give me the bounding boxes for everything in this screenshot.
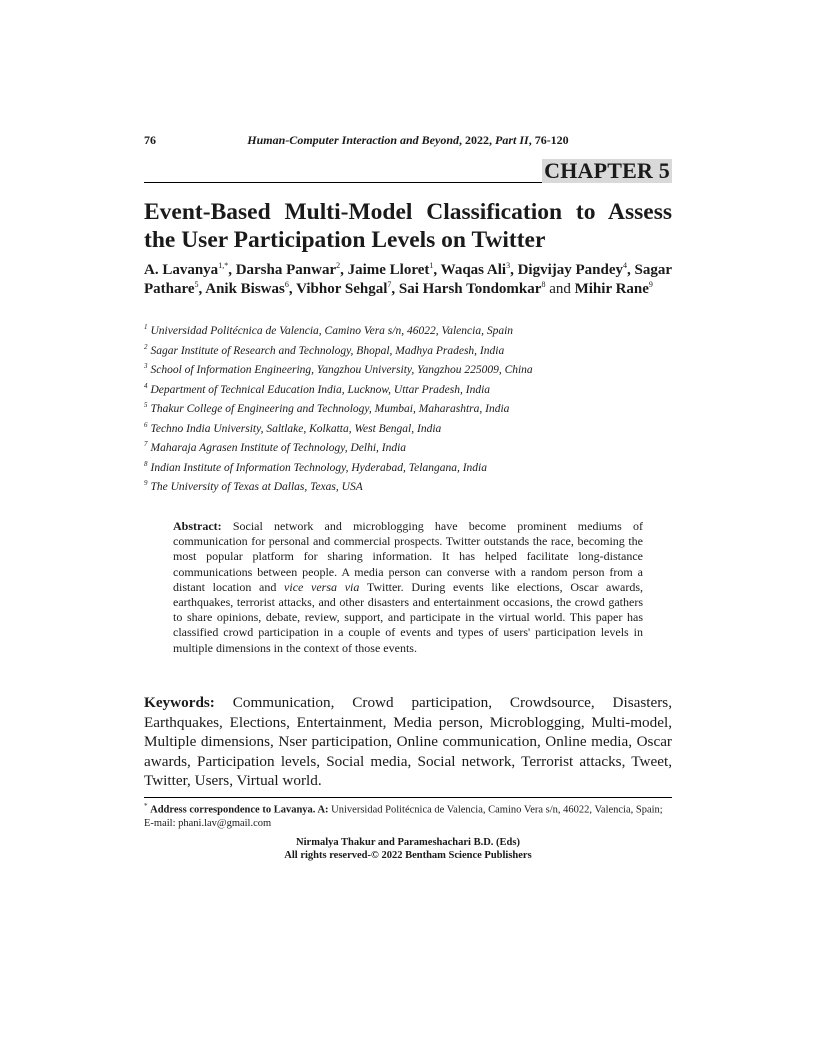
affiliation-item xyxy=(144,320,672,340)
author xyxy=(399,281,549,297)
keywords-text: Communication, Crowd participation, Crowdsource, Disasters, Earthquakes, Elections, Entertainment, Media person, Microblogging, Multi-model, Multiple dimensions, Nser participation, Online communication, Online media, Oscar awards, Participation levels, Social media, Social network, Terrorist attacks, Tweet, Twitter, Users, Virtual world. xyxy=(144,694,672,789)
author xyxy=(236,262,348,278)
abstract-label: Abstract: xyxy=(173,519,222,533)
affiliation-number: 5 xyxy=(144,401,148,409)
rights-line: All rights reserved-© 2022 Bentham Science Publishers xyxy=(284,850,532,861)
affiliation-list xyxy=(144,320,672,496)
page-number: 76 xyxy=(144,133,156,147)
affiliation-item xyxy=(144,379,672,399)
author-name: Vibhor Sehgal xyxy=(296,281,388,297)
author-affiliation-marker: 7 xyxy=(387,280,392,289)
affiliation-text: Department of Technical Education India, Lucknow, Uttar Pradesh, India xyxy=(150,383,491,396)
footnote xyxy=(144,800,672,831)
affiliation-text: Sagar Institute of Research and Technology, Bhopal, Madhya Pradesh, India xyxy=(150,344,505,357)
author xyxy=(518,262,635,278)
author xyxy=(144,262,236,278)
affiliation-item xyxy=(144,398,672,418)
author-affiliation-marker: 2 xyxy=(336,261,341,270)
affiliation-item xyxy=(144,418,672,438)
affiliation-number: 3 xyxy=(144,362,148,370)
abstract-text: Social network and microblogging have become prominent mediums of communication for personal and commercial prospects. Twitter outstands the race, becoming the most popular platform for sharing information. It has helped facilitate long-distance communications between people. A media person can converse with a random person from a distant location and xyxy=(173,519,643,594)
footnote-rule xyxy=(144,797,672,798)
chapter-rule xyxy=(144,158,672,183)
author-name: Darsha Panwar xyxy=(235,262,337,278)
abstract-italic: vice versa via xyxy=(284,579,360,594)
running-head xyxy=(144,133,672,148)
affiliation-number: 6 xyxy=(144,420,148,429)
author-name: A. Lavanya xyxy=(144,262,219,278)
affiliation-number: 4 xyxy=(144,381,148,390)
affiliation-text: Universidad Politécnica de Valencia, Camino Vera s/n, 46022, Valencia, Spain xyxy=(150,324,514,337)
abstract-text: Twitter. During events like elections, Oscar awards, earthquakes, terrorist attacks, and other disasters and entertainment occasions, the crowd gathers to share opinions, debate, review, support, and participate in the virtual world. This paper has classified crowd participation in a couple of events and types of users' participation levels in multiple dimensions in the context of those events. xyxy=(173,579,643,655)
author-name: Sagar Pathare xyxy=(144,262,673,297)
affiliation-item xyxy=(144,457,672,477)
author xyxy=(296,281,399,297)
author xyxy=(205,281,296,297)
author-name: Digvijay Pandey xyxy=(517,262,624,278)
editors-line: Nirmalya Thakur and Parameshachari B.D. (Eds) xyxy=(296,837,520,848)
affiliation-text: Indian Institute of Information Technology, Hyderabad, Telangana, India xyxy=(150,461,487,474)
journal-pages: , 76-120 xyxy=(528,133,569,147)
author-affiliation-marker: 3 xyxy=(506,261,511,270)
author xyxy=(575,281,653,297)
affiliation-item xyxy=(144,340,672,360)
author xyxy=(441,262,518,278)
journal-name: Human-Computer Interaction and Beyond xyxy=(247,133,459,147)
abstract xyxy=(173,519,643,656)
journal-year: , 2022, xyxy=(459,133,495,147)
affiliation-number: 1 xyxy=(144,323,148,331)
author xyxy=(348,262,441,278)
author-separator: , xyxy=(510,262,518,278)
affiliation-text: Maharaja Agrasen Institute of Technology, Delhi, India xyxy=(150,441,407,454)
author-name: Anik Biswas xyxy=(205,281,285,297)
author-affiliation-marker: 8 xyxy=(541,280,546,289)
footnote-label: Address correspondence to Lavanya. A: xyxy=(150,804,329,816)
author-list xyxy=(144,261,672,299)
affiliation-number: 8 xyxy=(144,459,148,468)
author-affiliation-marker: 6 xyxy=(284,280,289,289)
author-affiliation-marker: 1 xyxy=(429,261,434,270)
author-affiliation-marker: 9 xyxy=(648,280,653,289)
affiliation-number: 9 xyxy=(144,479,148,487)
author-separator: , xyxy=(391,281,399,297)
affiliation-item xyxy=(144,437,672,457)
author-affiliation-marker: 1,* xyxy=(218,261,229,270)
author-name: Sai Harsh Tondomkar xyxy=(398,281,542,297)
author-affiliation-marker: 5 xyxy=(194,280,199,289)
keywords xyxy=(144,693,672,791)
affiliation-item xyxy=(144,476,672,496)
affiliation-number: 2 xyxy=(144,342,148,351)
author-separator: , xyxy=(627,262,635,278)
author-separator: , xyxy=(340,262,348,278)
affiliation-text: The University of Texas at Dallas, Texas, USA xyxy=(150,480,363,493)
footnote-text: Universidad Politécnica de Valencia, Camino Vera s/n, 46022, Valencia, Spain; E-mail: phani.lav@gmail.com xyxy=(144,804,663,829)
author-name: Mihir Rane xyxy=(574,281,649,297)
publisher-credits xyxy=(144,836,672,862)
affiliation-text: School of Information Engineering, Yangzhou University, Yangzhou 225009, China xyxy=(150,363,533,376)
author-separator: , xyxy=(433,262,441,278)
author-affiliation-marker: 4 xyxy=(623,261,628,270)
author-separator: , xyxy=(288,281,297,297)
affiliation-text: Techno India University, Saltlake, Kolkatta, West Bengal, India xyxy=(150,422,442,435)
author-name: Jaime Lloret xyxy=(347,262,430,278)
author-name: Waqas Ali xyxy=(440,262,507,278)
affiliation-item xyxy=(144,359,672,379)
keywords-label: Keywords: xyxy=(144,694,215,711)
author-conjunction: and xyxy=(549,281,571,297)
affiliation-text: Thakur College of Engineering and Technology, Mumbai, Maharashtra, India xyxy=(150,402,510,415)
journal-part: Part II xyxy=(495,133,529,147)
author-separator: , xyxy=(198,281,206,297)
footnote-marker: * xyxy=(144,802,148,810)
author-separator: , xyxy=(228,262,236,278)
paper-title: Event-Based Multi-Model Classification to Assess the User Participation Levels on Twitter xyxy=(144,199,672,253)
chapter-label: CHAPTER 5 xyxy=(544,158,670,183)
affiliation-number: 7 xyxy=(144,440,148,448)
